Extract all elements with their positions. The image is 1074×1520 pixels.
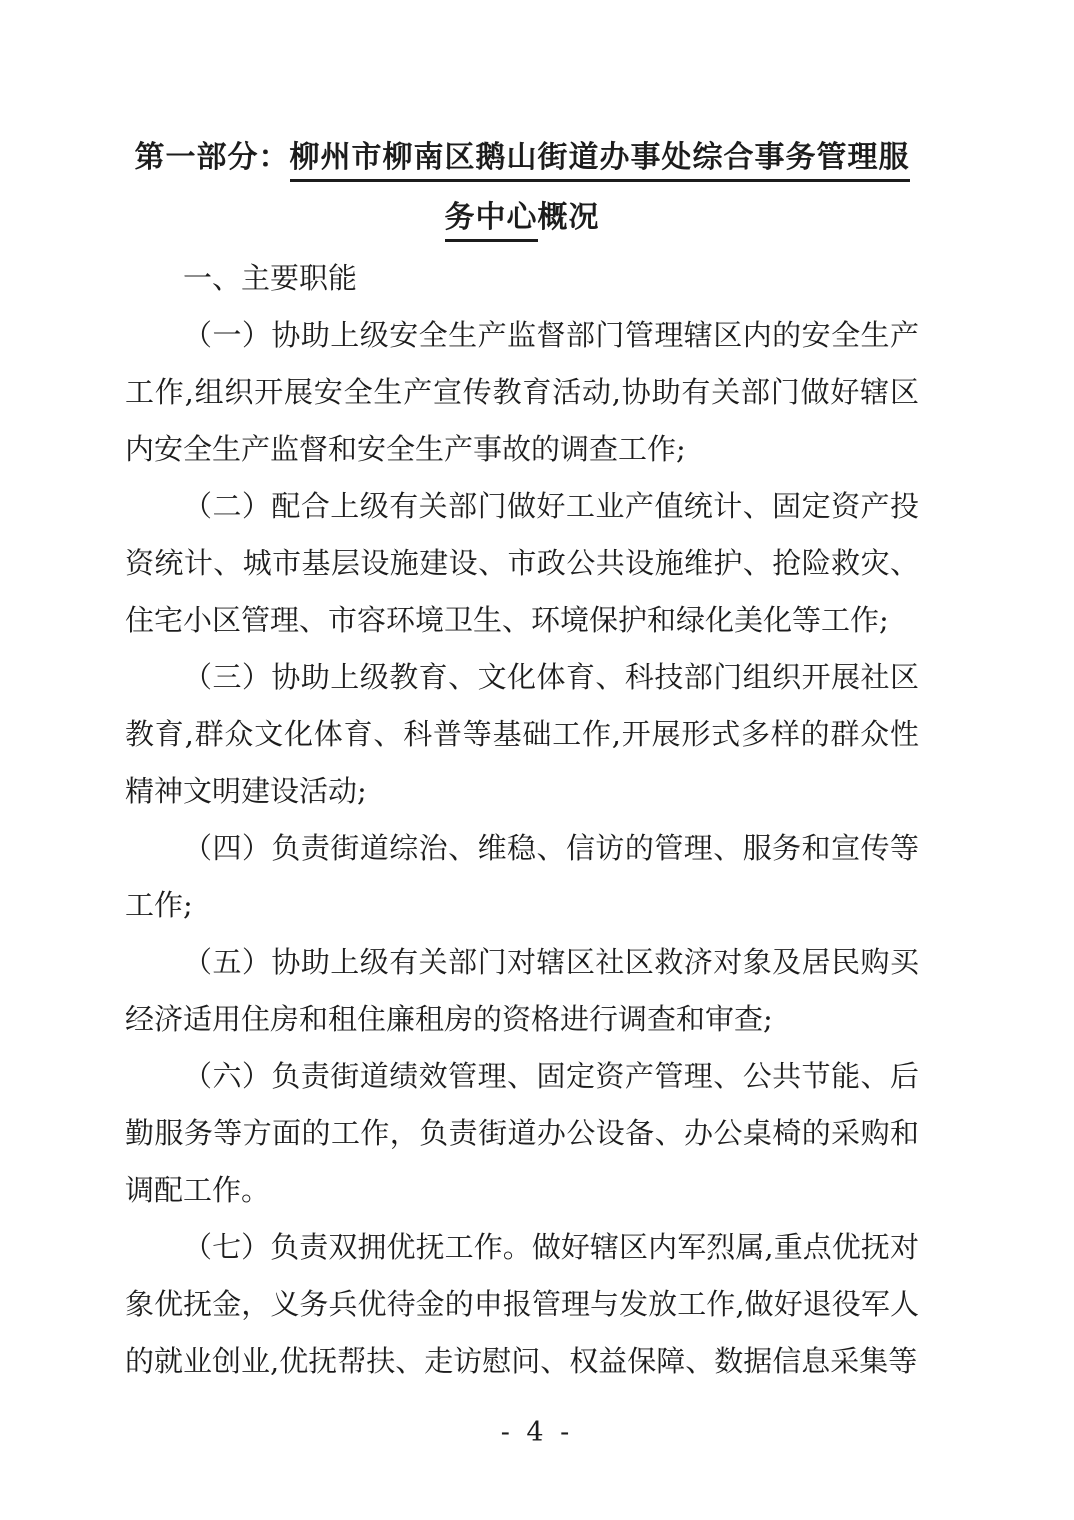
title-underlined-segment-1: 柳州市柳南区鹅山街道办事处综合事务管理服 [290,140,910,182]
body-paragraph: （三）协助上级教育、文化体育、科技部门组织开展社区教育,群众文化体育、科普等基础工作,开展形式多样的群众性精神文明建设活动; [125,660,919,808]
title-suffix: 概况 [537,200,600,235]
body-paragraph: （六）负责街道绩效管理、固定资产管理、公共节能、后勤服务等方面的工作，负责街道办公设备、办公桌椅的采购和调配工作。 [125,1059,919,1207]
title-line-1 [125,128,919,188]
document-body [125,307,919,1390]
body-paragraph: （五）协助上级有关部门对辖区社区救济对象及居民购买经济适用住房和租住廉租房的资格进行调查和审查; [125,945,919,1036]
body-paragraph: （一）协助上级安全生产监督部门管理辖区内的安全生产工作,组织开展安全生产宣传教育活动,协助有关部门做好辖区内安全生产监督和安全生产事故的调查工作; [125,318,919,466]
section-heading: 一、主要职能 [183,261,358,295]
title-line-2 [125,188,919,248]
body-paragraph: （七）负责双拥优抚工作。做好辖区内军烈属,重点优抚对象优抚金，义务兵优待金的申报管理与发放工作,做好退役军人的就业创业,优抚帮扶、走访慰问、权益保障、数据信息采集等 [125,1230,919,1378]
body-paragraph: （二）配合上级有关部门做好工业产值统计、固定资产投资统计、城市基层设施建设、市政公共设施维护、抢险救灾、住宅小区管理、市容环境卫生、环境保护和绿化美化等工作; [125,489,919,637]
body-paragraph: （四）负责街道综治、维稳、信访的管理、服务和宣传等工作; [125,831,919,922]
title-underlined-segment-2: 务中心 [445,200,538,242]
document-title [125,128,919,248]
title-prefix: 第一部分： [134,140,290,175]
page-number: - 4 - [500,1417,574,1448]
